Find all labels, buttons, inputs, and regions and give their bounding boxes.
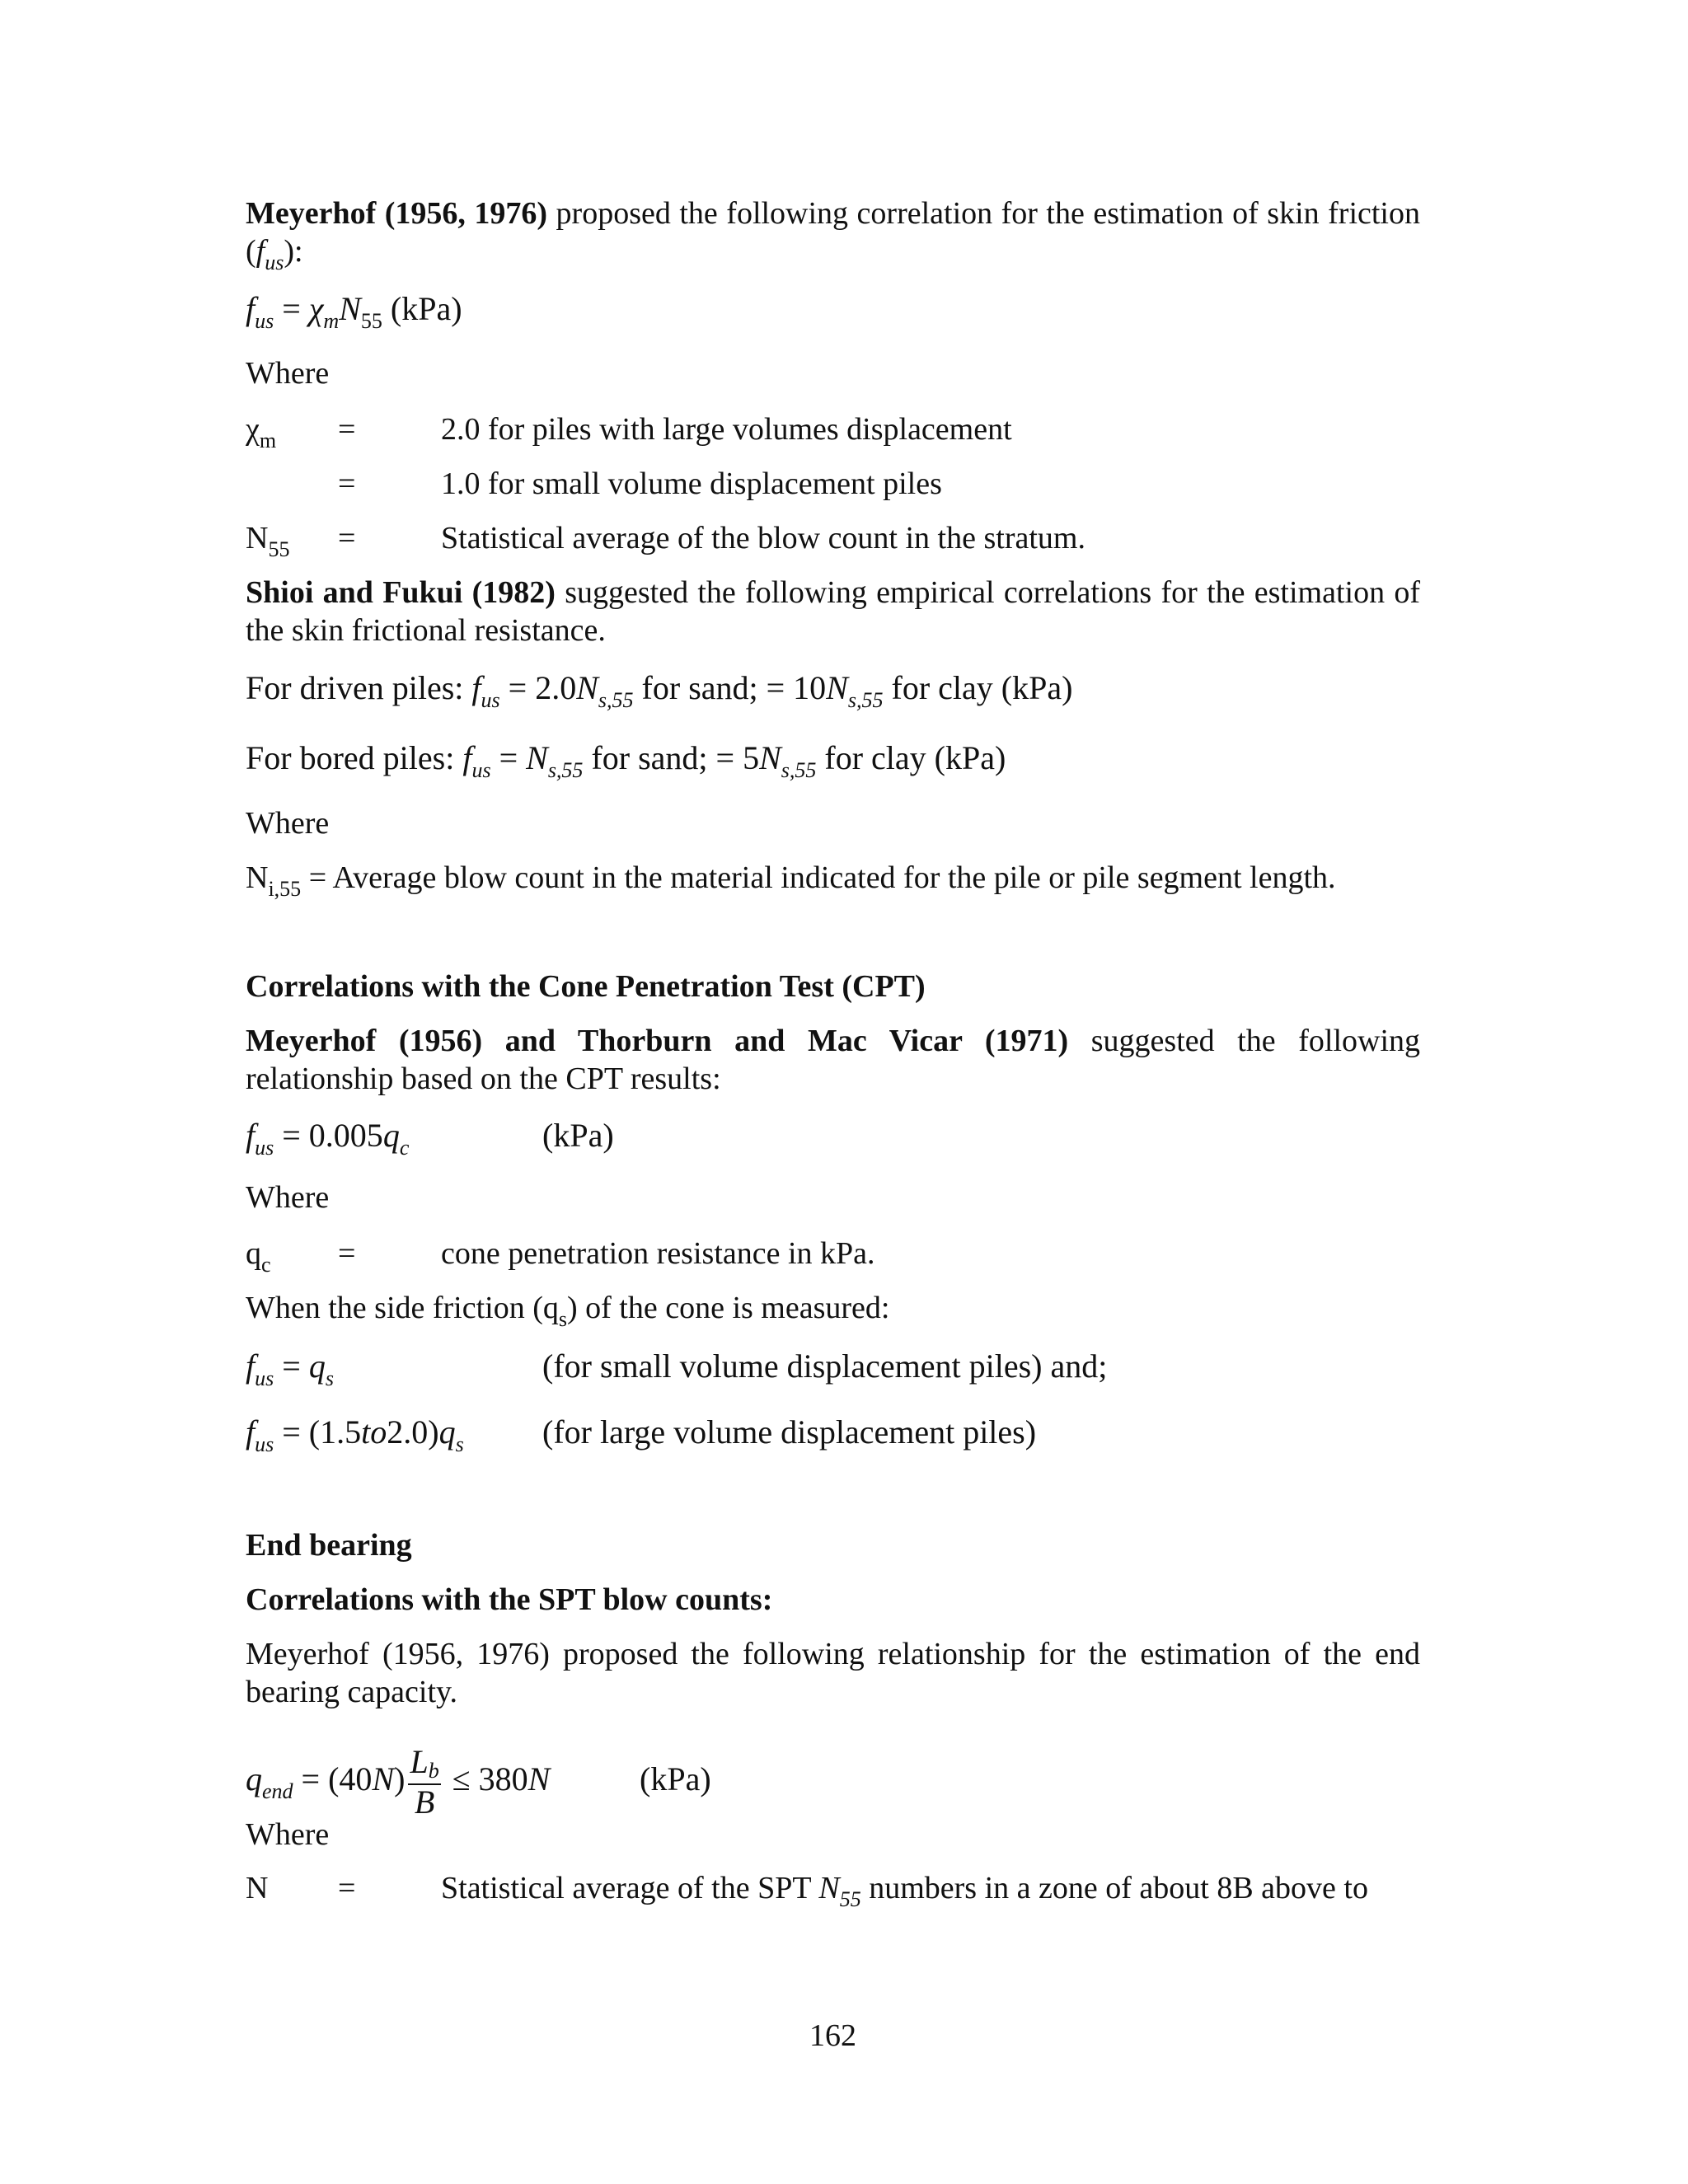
- def-n-sub: 55: [839, 1887, 861, 1911]
- eq-mid: = 2.0: [499, 669, 577, 706]
- where-label: Where: [246, 1180, 330, 1215]
- eq-lhs-sub: us: [255, 309, 274, 333]
- def-text: Statistical average of the blow count in the stratum.: [441, 521, 1085, 555]
- def-equals: =: [338, 1871, 356, 1905]
- def-equals: =: [338, 1236, 356, 1271]
- def-text: 2.0 for piles with large volumes displacement: [441, 412, 1012, 447]
- frac-num: L: [410, 1743, 429, 1781]
- def-symbol: N: [246, 521, 269, 555]
- equation-q-end: [246, 1742, 1420, 1821]
- page-number: 162: [809, 2018, 856, 2053]
- def-symbol-sub: c: [261, 1253, 271, 1277]
- paragraph-meyerhof-thorburn: [246, 1022, 1420, 1098]
- eq-lhs-sub: us: [255, 1366, 274, 1390]
- eq-chi-sub: m: [323, 309, 340, 333]
- def-symbol-sub: 55: [268, 537, 290, 561]
- paragraph-end: ):: [284, 234, 303, 269]
- eq-lhs: q: [246, 1760, 262, 1797]
- equation-fus-qs-large: [246, 1412, 1420, 1457]
- eq-text: for clay (kPa): [883, 669, 1073, 706]
- eq-lhs: f: [462, 739, 472, 776]
- def-symbol: N: [246, 860, 269, 895]
- eq-lhs-sub: end: [262, 1779, 293, 1803]
- eq-chi: χ: [308, 290, 324, 327]
- eq-sign: =: [274, 290, 309, 327]
- def-symbol: χ: [246, 412, 260, 447]
- eq-lhs-sub: us: [255, 1136, 274, 1160]
- eq-label: For bored piles:: [246, 739, 463, 776]
- eq-lhs: f: [246, 1347, 256, 1385]
- eq-lhs: f: [246, 1413, 256, 1451]
- eq-mid: =: [490, 739, 527, 776]
- eq-lhs-sub: us: [255, 1432, 274, 1456]
- eq-le: ≤ 380: [443, 1760, 528, 1797]
- eq-q: q: [438, 1413, 456, 1451]
- where-label: Where: [246, 1817, 330, 1852]
- eq-note: (for small volume displacement piles) and;: [542, 1347, 1108, 1385]
- equation-fus-qc: [246, 1115, 1420, 1160]
- eq-q-sub: c: [399, 1136, 410, 1160]
- eq-text: for clay (kPa): [816, 739, 1006, 776]
- paragraph-text: ) of the cone is measured:: [567, 1291, 890, 1325]
- def-text: Statistical average of the SPT: [441, 1871, 819, 1905]
- eq-rhs: 2.0): [387, 1413, 439, 1451]
- eq-n: N: [526, 739, 548, 776]
- eq-to: to: [361, 1413, 387, 1451]
- eq-n-sub: s,55: [781, 758, 817, 782]
- equation-fus-qs: [246, 1346, 1420, 1391]
- paragraph-text: suggested the following relationship based on the CPT results:: [246, 1024, 1421, 1096]
- eq-label: For driven piles:: [246, 669, 472, 706]
- eq-q-sub: s: [455, 1432, 464, 1456]
- eq-lhs-sub: us: [471, 758, 491, 782]
- paragraph-meyerhof-skin-friction: [246, 194, 1420, 274]
- eq-n-sub: s,55: [847, 688, 884, 712]
- eq-n: N: [826, 669, 848, 706]
- eq-n-sub: s,55: [598, 688, 634, 712]
- paragraph-side-friction: [246, 1289, 889, 1330]
- eq-note: (for large volume displacement piles): [542, 1413, 1037, 1451]
- def-text: numbers in a zone of about 8B above to: [860, 1871, 1368, 1905]
- section-heading-cpt: Correlations with the Cone Penetration Test (CPT): [246, 969, 926, 1004]
- def-n: N: [818, 1871, 840, 1905]
- eq-n-sub: 55: [360, 309, 382, 333]
- eq-close: ): [394, 1760, 406, 1797]
- eq-lhs: f: [246, 290, 256, 327]
- eq-lhs: f: [246, 1117, 256, 1154]
- eq-n: N: [372, 1760, 395, 1797]
- def-equals: =: [338, 466, 356, 501]
- def-symbol-sub: m: [259, 429, 277, 452]
- eq-q: q: [308, 1347, 326, 1385]
- eq-q-sub: s: [325, 1366, 334, 1390]
- frac-den: B: [414, 1783, 435, 1821]
- eq-n: N: [528, 1760, 551, 1797]
- eq-lhs-sub: us: [481, 688, 500, 712]
- eq-q: q: [382, 1117, 400, 1154]
- def-text: 1.0 for small volume displacement piles: [441, 466, 942, 501]
- eq-rhs: = 0.005: [274, 1117, 383, 1154]
- eq-n: N: [759, 739, 781, 776]
- paragraph-sub: s: [558, 1307, 567, 1331]
- eq-rhs: =: [274, 1347, 309, 1385]
- where-label: Where: [246, 356, 330, 391]
- def-symbol: N: [246, 1871, 269, 1905]
- def-equals: =: [338, 521, 356, 555]
- citation: Meyerhof (1956, 1976): [246, 196, 548, 231]
- section-heading-end-bearing: End bearing: [246, 1528, 412, 1563]
- paragraph-text: suggested the following empirical correlations for the estimation of the skin frictional resistance.: [246, 575, 1420, 648]
- eq-lhs: f: [471, 669, 481, 706]
- paragraph-meyerhof-end-bearing: Meyerhof (1956, 1976) proposed the following relationship for the estimation of the end bearing capacity.: [246, 1637, 1420, 1709]
- eq-text: for sand; = 5: [583, 739, 760, 776]
- equation-bored-piles: [246, 738, 1006, 783]
- eq-unit: (kPa): [640, 1760, 711, 1797]
- paragraph-shioi-fukui: [246, 574, 1420, 649]
- eq-n: N: [576, 669, 598, 706]
- def-text: = Average blow count in the material indicated for the pile or pile segment length.: [301, 860, 1336, 895]
- eq-mid: = (40: [293, 1760, 373, 1797]
- def-equals: =: [338, 412, 356, 447]
- var-f: f: [256, 234, 265, 269]
- eq-n: N: [339, 290, 361, 327]
- citation: Shioi and Fukui (1982): [246, 575, 556, 610]
- equation-driven-piles: [246, 668, 1072, 713]
- equation-fus-chi: [246, 288, 462, 334]
- var-sub: us: [265, 251, 284, 274]
- paragraph-text: When the side friction (q: [246, 1291, 559, 1325]
- citation: Meyerhof (1956) and Thorburn and Mac Vicar (1971): [246, 1024, 1069, 1058]
- subheading-spt: Correlations with the SPT blow counts:: [246, 1582, 773, 1617]
- eq-rhs: = (1.5: [274, 1413, 362, 1451]
- eq-unit: (kPa): [382, 290, 462, 327]
- def-symbol-sub: i,55: [268, 877, 302, 901]
- fraction-lb-b: [408, 1745, 440, 1820]
- definition-ni55: [246, 859, 1336, 900]
- eq-unit: (kPa): [542, 1117, 614, 1154]
- where-label: Where: [246, 806, 330, 841]
- frac-num-sub: b: [428, 1759, 439, 1783]
- document-page: [246, 0, 1420, 2184]
- eq-text: for sand; = 10: [633, 669, 827, 706]
- eq-n-sub: s,55: [547, 758, 584, 782]
- def-symbol: q: [246, 1236, 261, 1271]
- paragraph-text: proposed the following correlation for the estimation of skin friction (: [246, 196, 1420, 269]
- def-text: cone penetration resistance in kPa.: [441, 1236, 875, 1271]
